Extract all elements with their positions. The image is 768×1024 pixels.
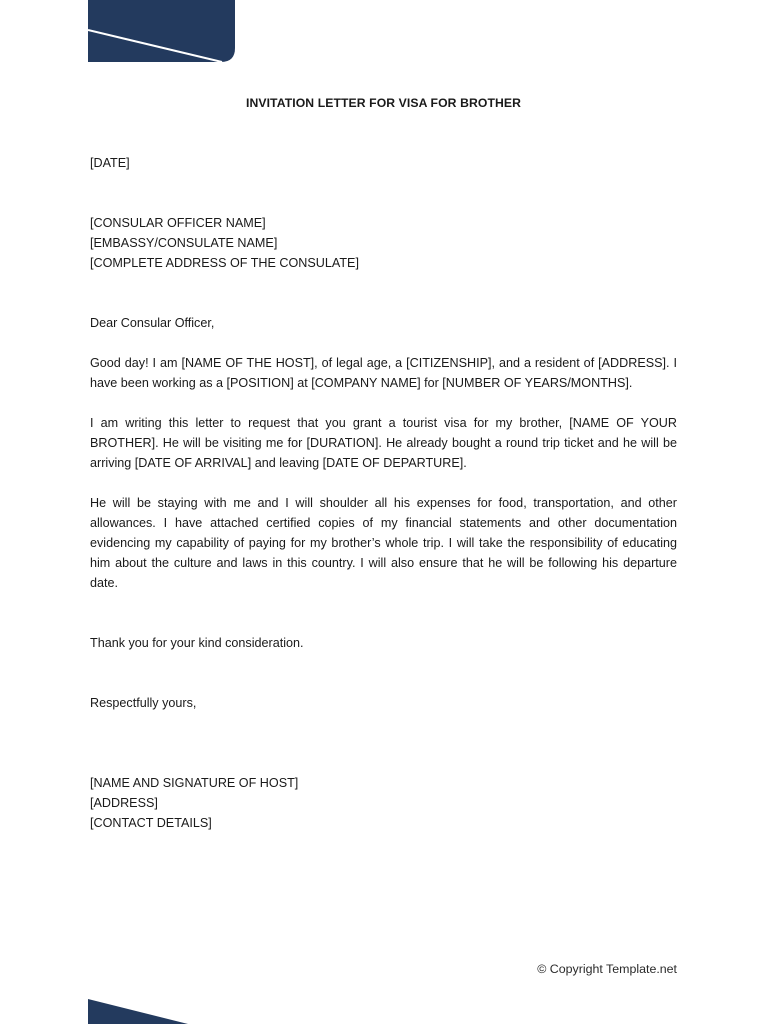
signature-block	[90, 773, 677, 833]
closing-line: Respectfully yours,	[90, 696, 197, 710]
recipient-line: [EMBASSY/CONSULATE NAME]	[90, 236, 278, 250]
document-title: INVITATION LETTER FOR VISA FOR BROTHER	[245, 96, 522, 110]
recipient-line: [COMPLETE ADDRESS OF THE CONSULATE]	[90, 256, 359, 270]
signature-line: [ADDRESS]	[90, 796, 158, 810]
recipient-block	[90, 213, 677, 273]
recipient-line: [CONSULAR OFFICER NAME]	[90, 216, 266, 230]
letter-date: [DATE]	[90, 156, 130, 170]
copyright-footer: © Copyright Template.net	[537, 962, 677, 976]
letter-body	[90, 93, 677, 833]
thanks-line: Thank you for your kind consideration.	[90, 636, 304, 650]
header-decoration	[88, 0, 236, 62]
body-paragraph: Good day! I am [NAME OF THE HOST], of legal age, a [CITIZENSHIP], and a resident of [ADDRESS]. I have been working as a [POSITION] at [COMPANY NAME] for [NUMBER OF YEARS/MONTHS].	[90, 356, 677, 390]
body-paragraph: He will be staying with me and I will shoulder all his expenses for food, transportation, and other allowances. I have attached certified copies of my financial statements and other documentation evidencing my capability of paying for my brother’s whole trip. I will take the responsibility of educating him about the culture and laws in this country. I will also ensure that he will be following his departure date.	[90, 496, 677, 590]
body-paragraph: I am writing this letter to request that you grant a tourist visa for my brother, [NAME OF YOUR BROTHER]. He will be visiting me for [DURATION]. He already bought a round trip ticket and he will be arriving [DATE OF ARRIVAL] and leaving [DATE OF DEPARTURE].	[90, 416, 677, 470]
footer-decoration	[88, 999, 188, 1024]
signature-line: [CONTACT DETAILS]	[90, 816, 212, 830]
salutation: Dear Consular Officer,	[90, 316, 215, 330]
signature-line: [NAME AND SIGNATURE OF HOST]	[90, 776, 299, 790]
